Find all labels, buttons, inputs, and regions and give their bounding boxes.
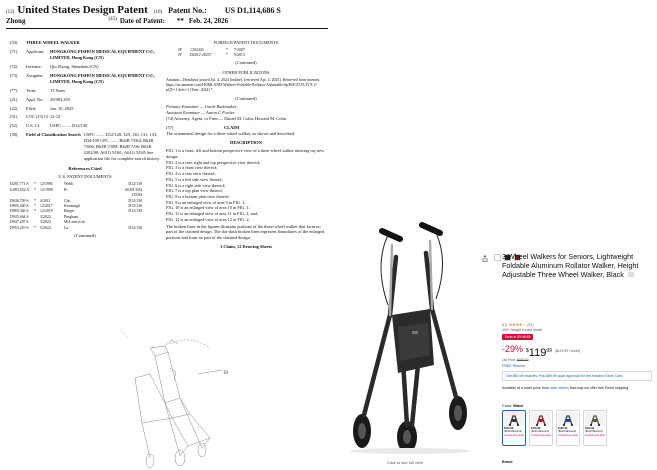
field-label: Filed: — [26, 105, 37, 111]
field-code: (72) — [10, 63, 18, 69]
attorney: (74) Attorney, Agent, or Firm — Daniel M. Cohn; Howard M. Cohn — [166, 116, 286, 122]
reference-cell: Berger — [64, 209, 75, 214]
field-label: Appl. No.: — [26, 96, 45, 102]
reference-cell: * — [34, 225, 36, 230]
reference-cell: D12/130 — [128, 198, 142, 203]
price-cents: 99 — [546, 348, 552, 354]
figure-description: FIG. 6 is a right side view thereof; — [166, 182, 226, 188]
list-price — [502, 358, 528, 362]
deal-badge: Ends in 09:58:55 — [502, 334, 533, 340]
thumbnail-icon — [628, 272, 634, 277]
reference-cell: 12/1985 — [40, 182, 53, 187]
variant-unit-price: ($120.99/count) — [558, 430, 577, 434]
unit-price: ($119.99 / count) — [554, 349, 581, 353]
field-value: HONGKONG PISHON MEDICAL EQUIPMENT CO., LIMITED, Hong Kong (CN) — [50, 48, 155, 60]
patent-field — [10, 106, 160, 112]
reference-cell: 5/2022 — [40, 225, 51, 230]
claim-text: The ornamental design for a three-wheel walker, as shown and described. — [166, 131, 296, 137]
reference-cell: * — [34, 204, 36, 208]
patent-type-title: United States Design Patent — [17, 4, 148, 16]
field-code: (51) — [10, 114, 18, 120]
field-label: LOC (15) Cl. — [26, 114, 50, 120]
references-heading: References Cited — [68, 166, 102, 171]
field-code: (21) — [10, 96, 18, 102]
price-currency: $ — [526, 348, 529, 354]
field-code: (54) — [10, 40, 18, 45]
variant-thumbnail — [558, 412, 578, 426]
other-sellers-link[interactable]: other sellers — [549, 386, 569, 390]
header-rule — [6, 28, 328, 29]
figure-description: FIG. 1 is a front, left and bottom perspective view of a three-wheel walker showing my new design; — [166, 148, 325, 160]
price — [526, 347, 552, 359]
figure-description: FIG. 2 is a rear, right and top perspective view thereof; — [166, 159, 261, 165]
rating-row[interactable] — [502, 322, 534, 327]
patent-header — [6, 4, 328, 29]
reference-cell: D12/130 — [128, 204, 142, 208]
variant-deal-note: Limited time deal — [585, 433, 605, 437]
reference-cell: McLean et al. — [64, 220, 86, 225]
free-returns-link[interactable]: FREE Returns — [502, 364, 526, 368]
variant-deal-note: Limited time deal — [504, 433, 524, 437]
field-code: (**) — [10, 87, 18, 93]
figure-description: FIG. 5 is a left side view thereof; — [166, 176, 223, 182]
code-12: (12) — [6, 10, 15, 15]
variant-price: $120.99 — [531, 427, 541, 430]
date-label: Date of Patent: — [119, 17, 165, 25]
assistant-examiner: Assistant Examiner — Aaron C Fowler — [166, 110, 235, 116]
field-value: THREE-WHEEL WALKER — [26, 40, 80, 45]
variant-deal-note: Limited time deal — [531, 433, 551, 437]
field-value: 12-12 — [50, 114, 61, 120]
foreign-doc-cell: JP — [178, 47, 182, 52]
reference-cell: 12/2017 — [40, 204, 53, 208]
field-code: (58) — [10, 132, 18, 138]
availability-note: Available at a lower price from other sellers that may not offer free Prime shipping. — [502, 386, 630, 390]
broken-lines-text: The broken lines in the figures illustrate portions of the three-wheel walker that form no part of the claimed design. The dot-dash broken lines represent boundaries of the enlarged portions and form no part of the claimed design. — [166, 223, 325, 241]
foreign-doc-row — [178, 53, 326, 58]
product-title[interactable]: 3 Wheel Walkers for Seniors, Lightweight Foldable Aluminum Rollator Walker, Height Adjustable Three Wheel Walker, Black — [502, 252, 639, 279]
color-label: Color: Black — [502, 404, 524, 408]
variant-option[interactable] — [583, 410, 607, 446]
foreign-doc-cell: JP — [178, 53, 182, 58]
patent-no-label: Patent No.: — [168, 6, 207, 15]
claim-summary: 1 Claim, 12 Drawing Sheets — [220, 244, 272, 250]
price-whole: 119 — [528, 347, 547, 359]
field-code: (52) — [10, 123, 18, 129]
figure-description: FIG. 7 is a top plan view thereof; — [166, 188, 224, 194]
product-listing — [482, 250, 654, 470]
patent-left-column — [10, 40, 160, 239]
price-row — [502, 344, 580, 359]
other-publications-heading: OTHER PUBLICATIONS — [222, 69, 270, 75]
patent-number: US D1,114,686 S — [224, 6, 281, 15]
field-label: U.S. Cl. — [26, 123, 41, 129]
drawing-ref-number: 10 — [223, 371, 228, 376]
code-45: (45) — [108, 17, 117, 22]
field-value: USPC ........ D12/130 — [50, 123, 88, 129]
field-value: USPC ........ D12/128, 129, 130, 131, 133; D34/109 CPC ........ B62B 7/064; B62B 7/006; B62B 7/008; B62B 7/06; B62K 2202/00; A61G 5/061; A61G 5/045 See application file for complete search history. — [83, 132, 160, 162]
field-label: Inventor: — [26, 63, 43, 69]
figure-description: FIG. 11 is an enlarged view of area 11 in FIG. 2; and, — [166, 211, 258, 217]
reference-cell: Kavanagh — [64, 204, 80, 208]
patent-field — [10, 73, 160, 85]
patent-field — [10, 114, 160, 120]
figure-description: FIG. 4 is a rear view thereof; — [166, 171, 216, 177]
bought-count: 400+ bought in past month — [502, 328, 543, 332]
reference-cell: * — [34, 187, 36, 192]
reference-cell: Cho — [64, 198, 71, 203]
patent-field — [10, 132, 160, 162]
figure-description: FIG. 12 is an enlarged view of area 12 in FIG. 2. — [166, 216, 250, 222]
variant-list — [502, 410, 607, 446]
list-price-label: List Price: — [502, 358, 516, 362]
variant-option[interactable] — [502, 410, 526, 446]
reference-cell: D281,771 S — [10, 182, 29, 187]
list-price-value: $169.00 — [516, 358, 529, 362]
claim-heading: CLAIM — [224, 125, 240, 131]
code-10: (10) — [153, 10, 163, 15]
share-icon[interactable] — [482, 255, 488, 262]
primary-examiner: Primary Examiner — Garth Rademaker — [166, 104, 237, 110]
foreign-doc-cell: D2012-28257 — [190, 53, 212, 58]
rating-value: 4.4 — [502, 322, 507, 327]
foreign-doc-cell: 9/2013 — [234, 53, 245, 58]
reference-cell: 135/84 — [131, 193, 142, 198]
continued-right: (Continued) — [235, 59, 257, 65]
field-value: 29/983,359 — [50, 96, 70, 102]
reference-cell: D869,346 S — [10, 209, 29, 214]
reference-cell: * — [34, 198, 36, 203]
variant-price: $120.99 — [558, 427, 568, 430]
field-code: (71) — [10, 48, 18, 54]
patent-field — [10, 49, 160, 61]
foreign-doc-cell: 1292443 — [190, 47, 204, 52]
discount-percent: -29% — [502, 344, 524, 354]
patent-field — [10, 88, 160, 94]
field-label: Field of Classification Search — [26, 132, 81, 138]
figure-description: FIG. 9 is an enlarged view of area 9 in FIG. 1; — [166, 199, 246, 205]
other-publication: Amazon—Homland, posted Jul. 4, 2024 [online], [retrieved Apr. 4, 2025]. Retrieved from internet, https://us.amazon.com/HOMLAND-Walkers-Foldable-Rollator-Adjustable/dp/B0CZ5VLJVX (?pQT=1 defc=1 (Year: 2024) * — [166, 77, 321, 93]
variant-price: $119.99 — [504, 427, 514, 430]
variant-price: $119.99 — [585, 427, 595, 430]
patent-field — [10, 97, 160, 103]
reference-cell: D945,464 S — [10, 214, 29, 219]
review-count[interactable]: (91) — [527, 322, 534, 327]
date-marker: ** — [176, 17, 184, 25]
claim-code: (57) — [166, 125, 174, 131]
color-value: Black — [513, 404, 524, 408]
variant-unit-price: ($119.99/count) — [585, 430, 603, 434]
reference-cell: 12/2019 — [40, 209, 53, 214]
figure-description: FIG. 10 is an enlarged view of area 10 in FIG. 1; — [166, 205, 250, 211]
reference-cell: D12/130 — [128, 182, 142, 187]
field-value: HONGKONG PISHON MEDICAL EQUIPMENT CO., LIMITED, Hong Kong (CN) — [50, 72, 155, 84]
field-code: (73) — [10, 72, 18, 78]
reference-cell: * — [34, 209, 36, 214]
patent-field — [10, 40, 160, 46]
variant-unit-price: ($120.99/count) — [531, 430, 550, 434]
continued-left: (Continued) — [74, 233, 96, 239]
description-heading: DESCRIPTION — [230, 140, 262, 146]
foreign-doc-cell: * — [226, 47, 228, 52]
field-value: 15 Years — [50, 87, 66, 93]
variant-thumbnail — [531, 412, 551, 426]
reference-row — [10, 226, 160, 231]
variant-option[interactable] — [556, 410, 580, 446]
variant-thumbnail — [585, 412, 605, 426]
patent-drawing — [110, 318, 280, 470]
variant-unit-price: ($119.99/count) — [504, 430, 522, 434]
reference-cell: D12/130 — [128, 225, 142, 230]
reference-cell: Webb — [64, 182, 73, 187]
foreign-doc-cell: 7/2007 — [234, 47, 245, 52]
reference-cell: * — [34, 182, 36, 187]
foreign-docs-heading: FOREIGN PATENT DOCUMENTS — [213, 40, 279, 45]
patent-date: Feb. 24, 2026 — [188, 17, 229, 25]
reference-cell: D953,210 S — [10, 225, 29, 230]
brand-label: Brand — [502, 460, 513, 464]
foreign-doc-cell: * — [226, 53, 228, 58]
reference-cell: Lu — [64, 225, 69, 230]
figure-description: FIG. 3 is a front view thereof; — [166, 165, 218, 171]
patent-right-column — [166, 40, 326, 250]
reference-cell: 4/2011 — [40, 198, 51, 203]
field-value: Qiu Zhong, Shenzhen (CN) — [50, 63, 99, 69]
reference-cell: Pc — [64, 187, 68, 192]
field-code: (22) — [10, 105, 18, 111]
continued-other: (Continued) — [235, 95, 257, 101]
patent-field — [10, 64, 160, 70]
variant-option[interactable] — [529, 410, 553, 446]
walker-product-image[interactable] — [334, 205, 476, 455]
star-rating-icon: ★★★★☆ — [508, 322, 526, 327]
reference-cell: D12/130 — [128, 209, 142, 214]
figure-description: FIG. 8 is a bottom plan view thereof; — [166, 193, 230, 199]
swatch-icon[interactable] — [494, 254, 501, 261]
reference-cell: 6,883,532 A — [10, 187, 30, 192]
reference-cell: 3/2022 — [40, 220, 51, 225]
reference-cell: A61H 3/04 — [124, 187, 142, 192]
reference-cell: 12/1999 — [40, 187, 53, 192]
reference-cell: D947,287 S — [10, 220, 29, 225]
reference-cell: 3/2022 — [40, 214, 51, 219]
field-label: Applicant: — [26, 48, 45, 54]
variant-deal-note: Limited time deal — [558, 433, 578, 437]
inventor-surname: Zhong — [6, 17, 26, 25]
reference-cell: Pingham — [64, 214, 78, 219]
variant-thumbnail — [504, 412, 524, 426]
reference-cell: D805,440 S — [10, 204, 29, 208]
us-patent-docs-heading: U.S. PATENT DOCUMENTS — [58, 174, 112, 180]
field-value: Jan. 10, 2025 — [50, 105, 74, 111]
product-image-panel[interactable] — [330, 0, 480, 470]
zoom-hint[interactable]: Click to see full view — [386, 460, 423, 465]
card-promo[interactable]: Get $60 off instantly: Pay $59.99 upon approval for the Amazon Store Card. — [502, 371, 652, 381]
field-label: Assignee: — [26, 72, 44, 78]
reference-cell: D636,709 S — [10, 198, 29, 203]
patent-field — [10, 123, 160, 129]
field-label: Term: — [26, 87, 37, 93]
